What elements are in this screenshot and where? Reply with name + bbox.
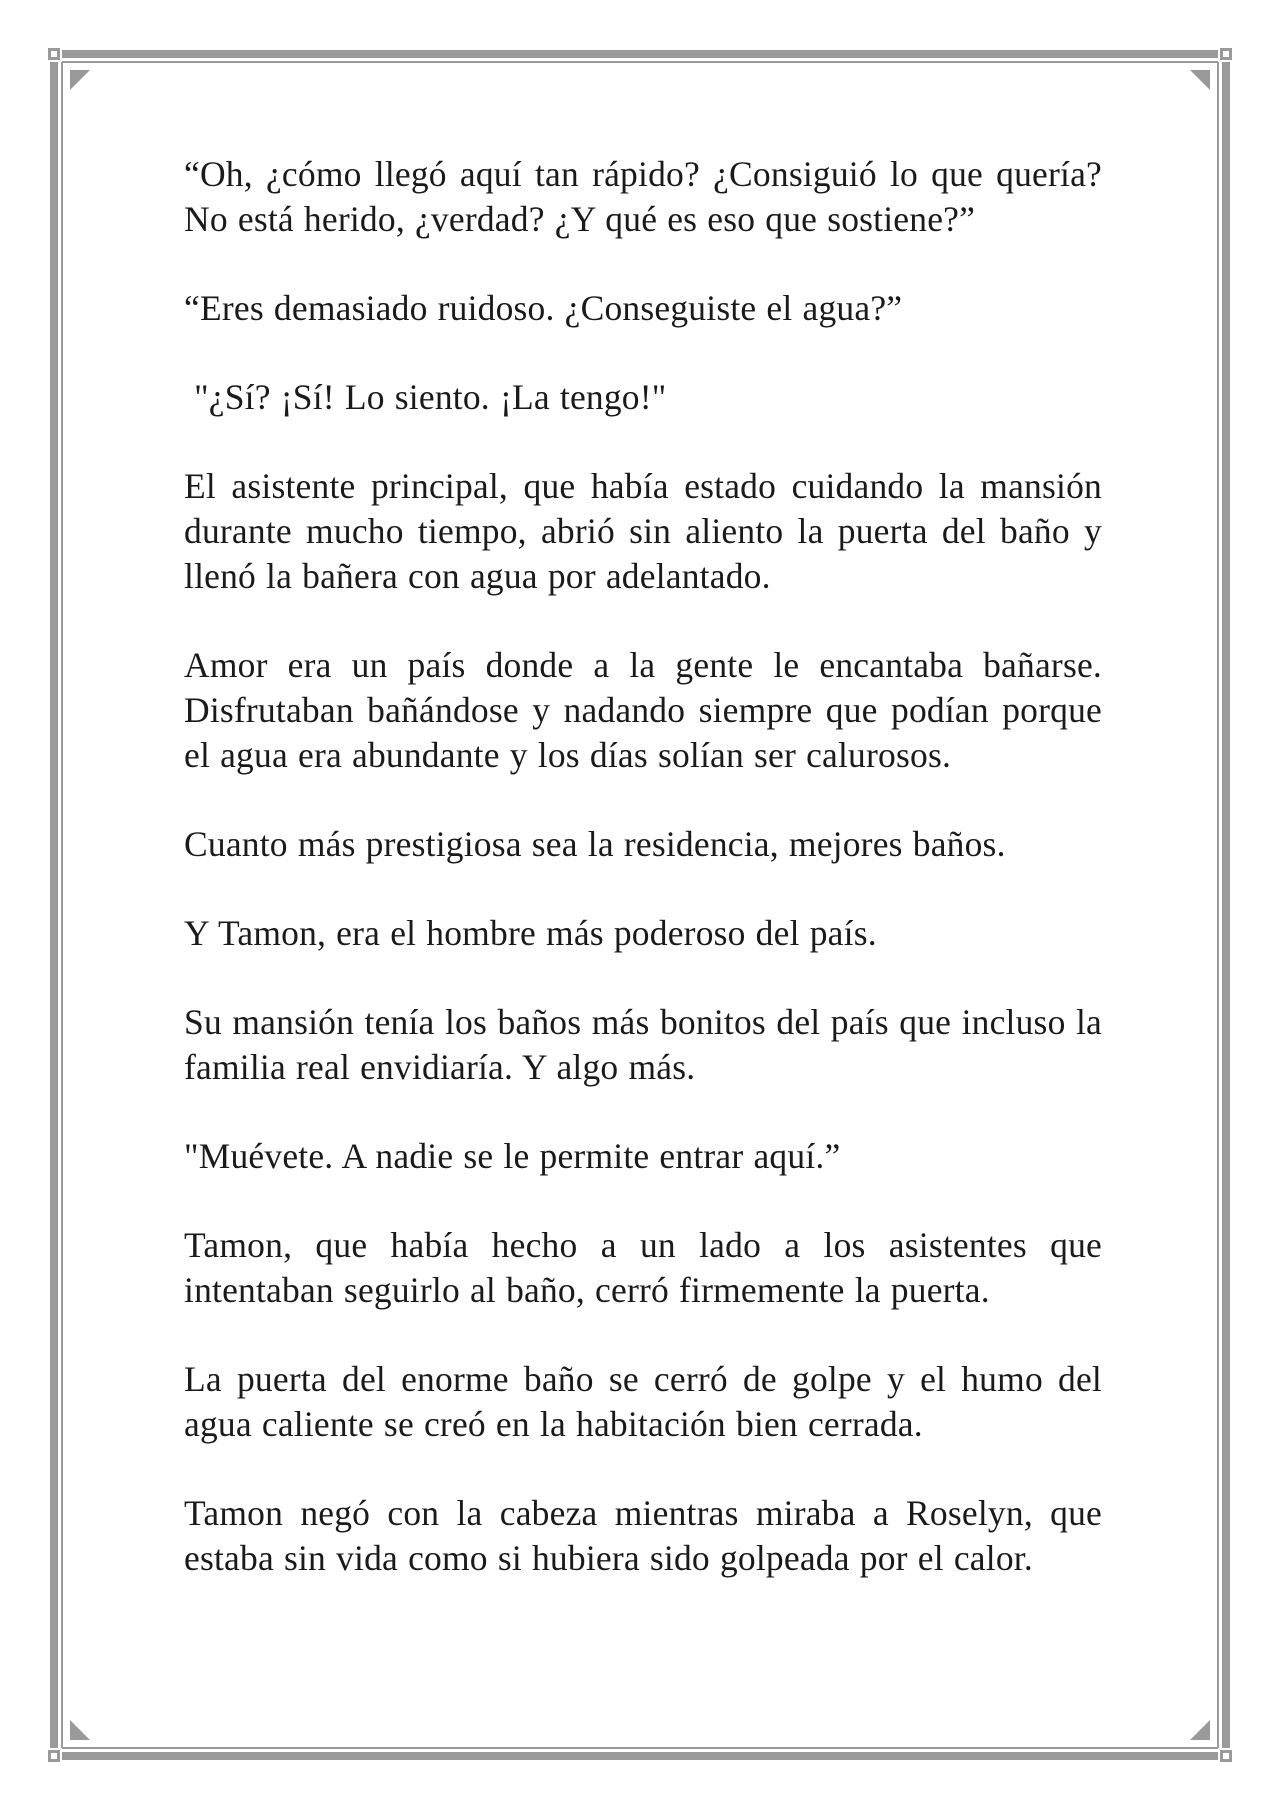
paragraph-10: Tamon, que había hecho a un lado a los asistentes que intentaban seguirlo al baño, cerró firmemente la puerta. bbox=[184, 1225, 1102, 1310]
document-body bbox=[184, 152, 1102, 1625]
paragraph-4: El asistente principal, que había estado cuidando la mansión durante mucho tiempo, abrió sin aliento la puerta del baño y llenó la bañera con agua por adelantado. bbox=[184, 466, 1102, 596]
paragraph-6: Cuanto más prestigiosa sea la residencia, mejores baños. bbox=[184, 824, 1006, 864]
paragraph-11: La puerta del enorme baño se cerró de golpe y el humo del agua caliente se creó en la habitación bien cerrada. bbox=[184, 1359, 1102, 1444]
paragraph-9: "Muévete. A nadie se le permite entrar aquí.” bbox=[184, 1136, 841, 1176]
paragraph-7: Y Tamon, era el hombre más poderoso del país. bbox=[184, 913, 877, 953]
paragraph-3: "¿Sí? ¡Sí! Lo siento. ¡La tengo!" bbox=[184, 377, 667, 417]
paragraph-2: “Eres demasiado ruidoso. ¿Conseguiste el agua?” bbox=[184, 288, 903, 328]
paragraph-12: Tamon negó con la cabeza mientras miraba a Roselyn, que estaba sin vida como si hubiera sido golpeada por el calor. bbox=[184, 1493, 1102, 1578]
paragraph-8: Su mansión tenía los baños más bonitos del país que incluso la familia real envidiaría. Y algo más. bbox=[184, 1002, 1102, 1087]
paragraph-5: Amor era un país donde a la gente le encantaba bañarse. Disfrutaban bañándose y nadando siempre que podían porque el agua era abundante y los días solían ser calurosos. bbox=[184, 645, 1102, 775]
paragraph-1: “Oh, ¿cómo llegó aquí tan rápido? ¿Consiguió lo que quería? No está herido, ¿verdad? ¿Y qué es eso que sostiene?” bbox=[184, 154, 1102, 239]
